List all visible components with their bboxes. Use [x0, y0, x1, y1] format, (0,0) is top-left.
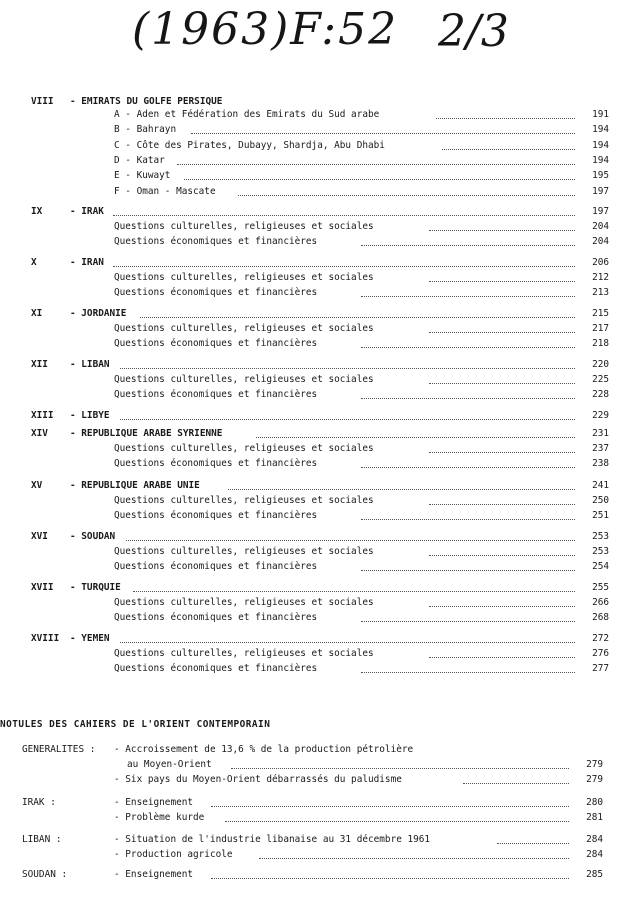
- toc-leader: [361, 511, 575, 520]
- toc-section-title: - JORDANIE: [70, 308, 127, 319]
- toc-subentry-label: Questions culturelles, religieuses et sociales: [114, 443, 374, 454]
- toc-page-number: 255: [592, 582, 609, 593]
- toc-section-number: XV: [31, 480, 43, 491]
- toc-leader: [361, 288, 575, 297]
- toc-section-title: - IRAK: [70, 206, 104, 217]
- toc-subentry-label: Questions économiques et financières: [114, 663, 318, 675]
- toc-subentry-label: Questions économiques et financières: [114, 389, 318, 401]
- toc-page-number: 213: [592, 287, 609, 299]
- toc-page-number: 253: [592, 546, 609, 557]
- toc-page-number: 254: [592, 561, 609, 573]
- toc-subentry-row: [0, 186, 633, 198]
- toc-leader: [361, 613, 575, 622]
- toc-leader: [120, 411, 575, 420]
- toc-section-row: [0, 206, 633, 218]
- toc-subentry-label: Questions culturelles, religieuses et sociales: [114, 546, 374, 557]
- toc-subentry-row: [0, 374, 633, 386]
- toc-section-number: XVII: [31, 582, 54, 593]
- toc-page-number: 220: [592, 359, 609, 370]
- toc-subentry-row: [0, 124, 633, 136]
- toc-section-title: - REPUBLIQUE ARABE UNIE: [70, 480, 200, 491]
- notule-item-row: [0, 744, 633, 756]
- toc-page-number: 266: [592, 597, 609, 608]
- toc-subentry-label: Questions culturelles, religieuses et sociales: [114, 648, 374, 659]
- toc-page-number: 197: [592, 206, 609, 217]
- toc-section-number: XIII: [31, 410, 54, 421]
- toc-section-row: [0, 96, 633, 108]
- toc-leader: [133, 583, 575, 592]
- toc-section-number: XVI: [31, 531, 48, 542]
- toc-subentry-label: B - Bahrayn: [114, 124, 177, 136]
- toc-subentry-row: [0, 458, 633, 470]
- toc-section-row: [0, 410, 633, 422]
- toc-subentry-label: Questions culturelles, religieuses et sociales: [114, 272, 374, 283]
- toc-page-number: 215: [592, 308, 609, 319]
- toc-section-title: - IRAN: [70, 257, 104, 268]
- toc-leader: [429, 375, 575, 384]
- toc-section-title: - YEMEN: [70, 633, 110, 644]
- toc-page-number: 191: [592, 109, 609, 120]
- toc-section-title: - SOUDAN: [70, 531, 116, 542]
- toc-leader: [191, 125, 575, 134]
- toc-page-number: 225: [592, 374, 609, 385]
- notule-page-number: 281: [586, 812, 603, 823]
- notule-item-text: au Moyen-Orient: [127, 759, 212, 770]
- toc-subentry-label: Questions économiques et financières: [114, 612, 318, 624]
- toc-subentry-row: [0, 612, 633, 624]
- toc-leader: [120, 360, 575, 369]
- toc-subentry-label: Questions culturelles, religieuses et sociales: [114, 221, 374, 232]
- toc-section-row: [0, 633, 633, 645]
- toc-leader: [238, 187, 575, 196]
- toc-leader: [442, 141, 575, 150]
- toc-leader: [361, 237, 575, 246]
- toc-section-number: IX: [31, 206, 43, 217]
- toc-leader: [256, 429, 575, 438]
- toc-page-number: 241: [592, 480, 609, 491]
- toc-section-number: XIV: [31, 428, 48, 439]
- toc-page-number: 206: [592, 257, 609, 268]
- toc-page-number: 238: [592, 458, 609, 470]
- toc-leader: [429, 547, 575, 556]
- notule-group-label: IRAK :: [22, 797, 56, 808]
- toc-subentry-label: Questions culturelles, religieuses et sociales: [114, 374, 374, 385]
- notule-item-text: - Enseignement: [114, 869, 194, 880]
- toc-section-title: - LIBAN: [70, 359, 110, 370]
- toc-leader: [361, 459, 575, 468]
- toc-subentry-label: Questions économiques et financières: [114, 510, 318, 522]
- toc-subentry-row: [0, 648, 633, 660]
- toc-subentry-row: [0, 389, 633, 401]
- toc-leader: [126, 532, 575, 541]
- notule-item-text: - Problème kurde: [114, 812, 205, 823]
- toc-leader: [361, 562, 575, 571]
- notule-group-label: SOUDAN :: [22, 869, 68, 880]
- toc-subentry-row: [0, 597, 633, 609]
- notule-item-text: - Accroissement de 13,6 % de la production pétrolière: [114, 744, 414, 755]
- toc-section-number: XI: [31, 308, 43, 319]
- notule-group-label: LIBAN :: [22, 834, 62, 845]
- toc-subentry-label: Questions culturelles, religieuses et sociales: [114, 495, 374, 506]
- toc-subentry-label: Questions économiques et financières: [114, 458, 318, 470]
- toc-subentry-label: Questions économiques et financières: [114, 338, 318, 350]
- notule-item-row: [0, 797, 633, 809]
- toc-subentry-row: [0, 272, 633, 284]
- toc-page-number: 194: [592, 124, 609, 136]
- toc-leader: [429, 496, 575, 505]
- toc-leader: [113, 258, 575, 267]
- toc-leader: [429, 444, 575, 453]
- toc-page-number: 277: [592, 663, 609, 675]
- toc-subentry-label: D - Katar: [114, 154, 165, 166]
- notule-leader: [259, 850, 569, 859]
- notule-item-row: [0, 869, 633, 881]
- toc-subentry-row: [0, 443, 633, 455]
- toc-page-number: 272: [592, 633, 609, 644]
- notule-page-number: 280: [586, 797, 603, 808]
- toc-page-number: 231: [592, 428, 609, 439]
- toc-section-title: - LIBYE: [70, 410, 110, 421]
- toc-subentry-row: [0, 287, 633, 299]
- toc-subentry-row: [0, 663, 633, 675]
- notule-leader: [497, 835, 569, 844]
- toc-leader: [361, 339, 575, 348]
- toc-page-number: 276: [592, 648, 609, 659]
- toc-section-row: [0, 480, 633, 492]
- toc-subentry-label: Questions culturelles, religieuses et sociales: [114, 323, 374, 334]
- toc-page-number: 250: [592, 495, 609, 506]
- toc-page-number: 195: [592, 170, 609, 182]
- toc-subentry-row: [0, 236, 633, 248]
- toc-subentry-row: [0, 323, 633, 335]
- toc-section-number: XII: [31, 359, 48, 370]
- notule-page-number: 284: [586, 849, 603, 860]
- notule-item-text: - Situation de l'industrie libanaise au 31 décembre 1961: [114, 834, 431, 845]
- toc-leader: [429, 649, 575, 658]
- toc-subentry-label: C - Côte des Pirates, Dubayy, Shardja, Abu Dhabi: [114, 139, 385, 151]
- toc-subentry-label: Questions culturelles, religieuses et sociales: [114, 597, 374, 608]
- toc-subentry-row: [0, 561, 633, 573]
- toc-leader: [436, 110, 575, 119]
- notule-item-text: - Enseignement: [114, 797, 194, 808]
- toc-page-number: 194: [592, 139, 609, 151]
- toc-page-number: 218: [592, 338, 609, 350]
- toc-page-number: 194: [592, 154, 609, 166]
- notule-leader: [231, 760, 569, 769]
- toc-section-title: - TURQUIE: [70, 582, 121, 593]
- toc-subentry-row: [0, 221, 633, 233]
- toc-section-title: - EMIRATS DU GOLFE PERSIQUE: [70, 96, 223, 107]
- toc-page-number: 237: [592, 443, 609, 454]
- toc-subentry-label: E - Kuwayt: [114, 170, 171, 182]
- notule-item-row: [0, 849, 633, 861]
- notule-leader: [225, 813, 569, 822]
- toc-leader: [184, 171, 575, 180]
- toc-page-number: 212: [592, 272, 609, 283]
- notule-leader: [211, 870, 569, 879]
- toc-subentry-row: [0, 495, 633, 507]
- handwritten-reference: (1963)F:52: [132, 4, 399, 55]
- notule-page-number: 285: [586, 869, 603, 880]
- toc-section-row: [0, 428, 633, 440]
- notule-page-number: 279: [586, 774, 603, 785]
- toc-subentry-label: F - Oman - Mascate: [114, 185, 216, 197]
- toc-leader: [429, 273, 575, 282]
- toc-subentry-row: [0, 546, 633, 558]
- toc-page-number: 204: [592, 236, 609, 248]
- toc-leader: [429, 222, 575, 231]
- toc-leader: [429, 598, 575, 607]
- notule-leader: [463, 775, 569, 784]
- toc-subentry-label: Questions économiques et financières: [114, 561, 318, 573]
- toc-page-number: 217: [592, 323, 609, 334]
- notule-item-row: [0, 834, 633, 846]
- toc-section-row: [0, 257, 633, 269]
- toc-leader: [228, 481, 575, 490]
- toc-subentry-label: Questions économiques et financières: [114, 236, 318, 248]
- toc-page-number: 253: [592, 531, 609, 542]
- toc-leader: [361, 664, 575, 673]
- toc-page-number: 268: [592, 612, 609, 624]
- toc-subentry-label: A - Aden et Fédération des Emirats du Sud arabe: [114, 109, 380, 120]
- toc-section-row: [0, 582, 633, 594]
- notule-item-row: [0, 812, 633, 824]
- toc-section-number: XVIII: [31, 633, 60, 644]
- notule-item-text: - Production agricole: [114, 849, 233, 860]
- notule-item-text: - Six pays du Moyen-Orient débarrassés du paludisme: [114, 774, 402, 785]
- notule-leader: [211, 798, 569, 807]
- notule-item-row: [0, 759, 633, 771]
- toc-section-number: VIII: [31, 96, 54, 107]
- toc-section-number: X: [31, 257, 37, 268]
- toc-leader: [140, 309, 575, 318]
- notule-page-number: 279: [586, 759, 603, 770]
- toc-page-number: 204: [592, 221, 609, 232]
- toc-page-number: 197: [592, 185, 609, 197]
- toc-subentry-row: [0, 109, 633, 121]
- toc-leader: [177, 156, 575, 165]
- notule-page-number: 284: [586, 834, 603, 845]
- toc-subentry-row: [0, 510, 633, 522]
- toc-section-row: [0, 308, 633, 320]
- toc-leader: [113, 207, 575, 216]
- toc-leader: [361, 390, 575, 399]
- toc-leader: [429, 324, 575, 333]
- toc-page-number: 229: [592, 410, 609, 421]
- toc-subentry-row: [0, 338, 633, 350]
- toc-section-row: [0, 359, 633, 371]
- toc-subentry-row: [0, 170, 633, 182]
- toc-subentry-row: [0, 140, 633, 152]
- toc-leader: [120, 634, 575, 643]
- toc-section-title: - REPUBLIQUE ARABE SYRIENNE: [70, 428, 223, 439]
- notules-title: NOTULES DES CAHIERS DE L'ORIENT CONTEMPORAIN: [0, 719, 271, 730]
- notule-item-row: [0, 774, 633, 786]
- toc-subentry-row: [0, 155, 633, 167]
- toc-subentry-label: Questions économiques et financières: [114, 287, 318, 299]
- toc-page-number: 228: [592, 389, 609, 401]
- toc-section-row: [0, 531, 633, 543]
- toc-page-number: 251: [592, 510, 609, 522]
- notule-group-label: GENERALITES :: [22, 744, 96, 755]
- handwritten-part: 2/3: [438, 6, 509, 57]
